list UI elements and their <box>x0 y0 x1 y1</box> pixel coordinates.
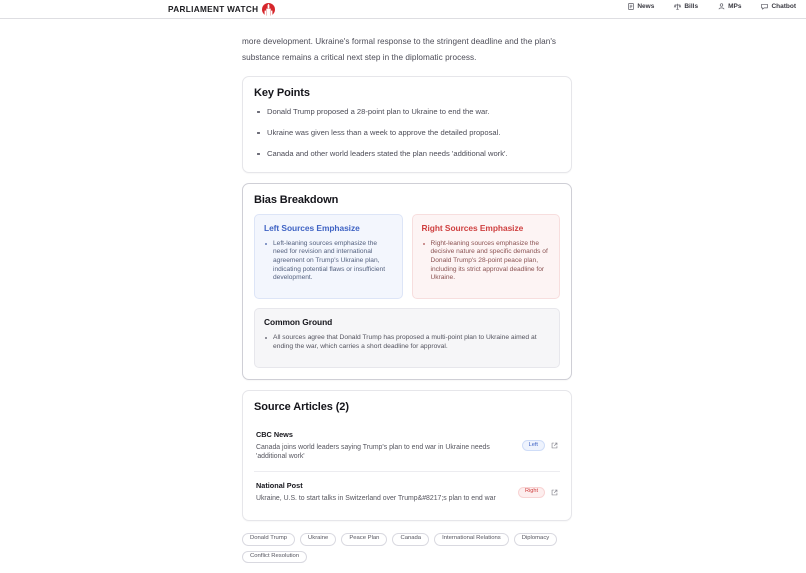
page-body <box>0 27 806 573</box>
brand[interactable] <box>168 3 275 16</box>
source-article-meta <box>522 440 558 451</box>
status-badge[interactable]: Right <box>518 487 545 498</box>
article-paragraph: more development. Ukraine's formal response to the stringent deadline and the plan's substance remains a critical next step in the diplomatic process. <box>242 37 557 63</box>
news-document-icon <box>628 3 634 10</box>
right-sources-text: Right-leaning sources emphasize the decisive nature and specific demands of Donald Trump's 28-point peace plan, including its strict approval deadline for Ukraine. <box>422 240 551 283</box>
table-row[interactable] <box>254 472 560 509</box>
right-sources-heading: Right Sources Emphasize <box>421 223 524 234</box>
tag-international-relations[interactable]: International Relations <box>434 533 509 545</box>
list-item: Donald Trump proposed a 28-point plan to Ukraine to end the war. <box>254 107 560 117</box>
key-points-card <box>242 76 572 173</box>
list-item: Canada and other world leaders stated the plan needs 'additional work'. <box>254 149 560 159</box>
source-outlet-name: CBC News <box>256 430 293 440</box>
site-header <box>0 0 806 19</box>
key-points-list <box>254 107 560 159</box>
main-nav <box>628 3 796 10</box>
chat-bubble-icon <box>761 3 768 10</box>
source-headline: Ukraine, U.S. to start talks in Switzerland over Trump&#8217;s plan to end war <box>256 495 496 503</box>
nav-label-news: News <box>637 3 655 10</box>
bills-scale-icon <box>674 3 681 10</box>
tag-conflict-resolution[interactable]: Conflict Resolution <box>242 551 307 563</box>
parliament-tower-icon <box>262 3 275 16</box>
bias-box-right <box>412 214 561 299</box>
bias-breakdown-card <box>242 183 572 380</box>
list-item: Ukraine was given less than a week to approve the detailed proposal. <box>254 128 560 138</box>
common-ground-heading: Common Ground <box>264 317 333 328</box>
bias-box-left <box>254 214 403 299</box>
source-article-main <box>256 430 514 461</box>
tag-canada[interactable]: Canada <box>392 533 429 545</box>
external-link-icon[interactable] <box>551 489 558 496</box>
person-icon <box>718 3 725 10</box>
nav-label-chatbot: Chatbot <box>771 3 796 10</box>
source-outlet-name: National Post <box>256 481 303 491</box>
tag-donald-trump[interactable]: Donald Trump <box>242 533 295 545</box>
status-badge[interactable]: Left <box>522 440 545 451</box>
nav-item-mps[interactable] <box>718 3 741 10</box>
nav-item-news[interactable] <box>628 3 654 10</box>
table-row[interactable] <box>254 421 560 472</box>
common-ground-box <box>254 308 560 368</box>
key-points-title: Key Points <box>254 87 310 100</box>
source-articles-title: Source Articles (2) <box>254 401 349 414</box>
source-article-meta <box>518 487 558 498</box>
nav-label-mps: MPs <box>728 3 742 10</box>
external-link-icon[interactable] <box>551 442 558 449</box>
content-column <box>242 27 572 573</box>
nav-item-bills[interactable] <box>674 3 698 10</box>
source-headline: Canada joins world leaders saying Trump's plan to end war in Ukraine needs 'additional work' <box>256 444 490 461</box>
source-articles-card <box>242 390 572 521</box>
source-article-main <box>256 481 510 503</box>
nav-label-bills: Bills <box>684 3 699 10</box>
nav-item-chatbot[interactable] <box>761 3 796 10</box>
bias-grid <box>254 214 560 299</box>
tag-ukraine[interactable]: Ukraine <box>300 533 336 545</box>
tag-diplomacy[interactable]: Diplomacy <box>514 533 558 545</box>
brand-name: PARLIAMENT WATCH <box>168 5 259 14</box>
tag-list <box>242 533 572 573</box>
common-ground-text: All sources agree that Donald Trump has proposed a multi-point plan to Ukraine aimed at ending the war, which carries a short deadline for approval. <box>264 334 550 352</box>
bias-breakdown-title: Bias Breakdown <box>254 194 339 207</box>
left-sources-heading: Left Sources Emphasize <box>264 223 360 234</box>
tag-peace-plan[interactable]: Peace Plan <box>341 533 387 545</box>
left-sources-text: Left-leaning sources emphasize the need for revision and international agreement on Trump's Ukraine plan, indicating potential flaws or insufficient development. <box>264 240 393 283</box>
